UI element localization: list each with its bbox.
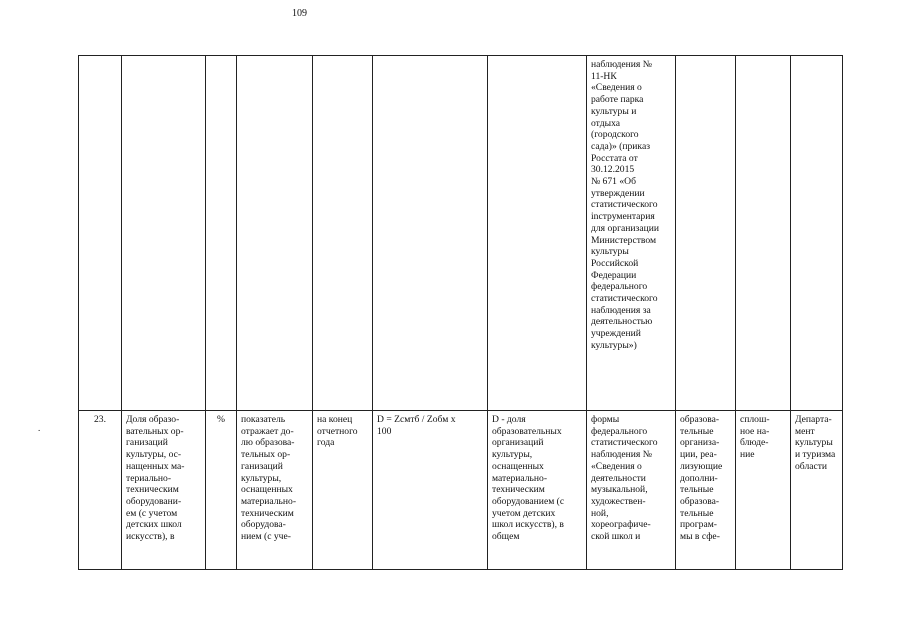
cell-object-empty [676, 56, 736, 411]
cell-unit: % [206, 411, 237, 570]
cell-description-empty [237, 56, 313, 411]
page-number: 109 [292, 8, 307, 19]
table-row-23 [79, 411, 843, 570]
cell-object: образова- тельные организа- ции, реа- лизующие дополни- тельные образова- тельные програм- мы в сфе- [676, 411, 736, 570]
cell-source: формы федерального статистического наблюдения № «Сведения о деятельности музыкальной, художествен- ной, хореографиче- ской школ и [587, 411, 676, 570]
cell-formula-empty [373, 56, 488, 411]
cell-description: показатель отражает до- лю образова- тельных ор- ганизаций культуры, оснащенных материально- техническим оборудова- нием (с уче- [237, 411, 313, 570]
cell-source-continued: наблюдения № 11-НК «Сведения о работе парка культуры и отдыха (городского сада)» (приказ Росстата от 30.12.2015 № 671 «Об утверждении статистического inструментария для организации Министерством культуры Российской Федерации федерального статистического наблюдения за деятельностью учреждений культуры») [587, 56, 676, 411]
cell-indicator: Доля образо- вательных ор- ганизаций культуры, ос- нащенных ма- териально- техническим оборудовани- ем (с учетом детских школ искусств), в [122, 411, 206, 570]
cell-variables: D - доля образовательных организаций культуры, оснащенных материально- техническим оборудованием (с учетом детских школ искусств), в общем [488, 411, 587, 570]
cell-method-empty [736, 56, 791, 411]
cell-number: 23. [79, 411, 122, 570]
indicators-table [78, 55, 843, 570]
cell-unit-empty [206, 56, 237, 411]
cell-number-empty [79, 56, 122, 411]
cell-formula: D = Zсмтб / Zобм x 100 [373, 411, 488, 570]
cell-indicator-empty [122, 56, 206, 411]
margin-mark: . [38, 423, 41, 433]
table-row-continued [79, 56, 843, 411]
cell-method: сплош- ное на- блюде- ние [736, 411, 791, 570]
cell-responsible-empty [791, 56, 843, 411]
cell-period: на конец отчетного года [313, 411, 373, 570]
cell-period-empty [313, 56, 373, 411]
cell-responsible: Департа- мент культуры и туризма области [791, 411, 843, 570]
cell-variables-empty [488, 56, 587, 411]
